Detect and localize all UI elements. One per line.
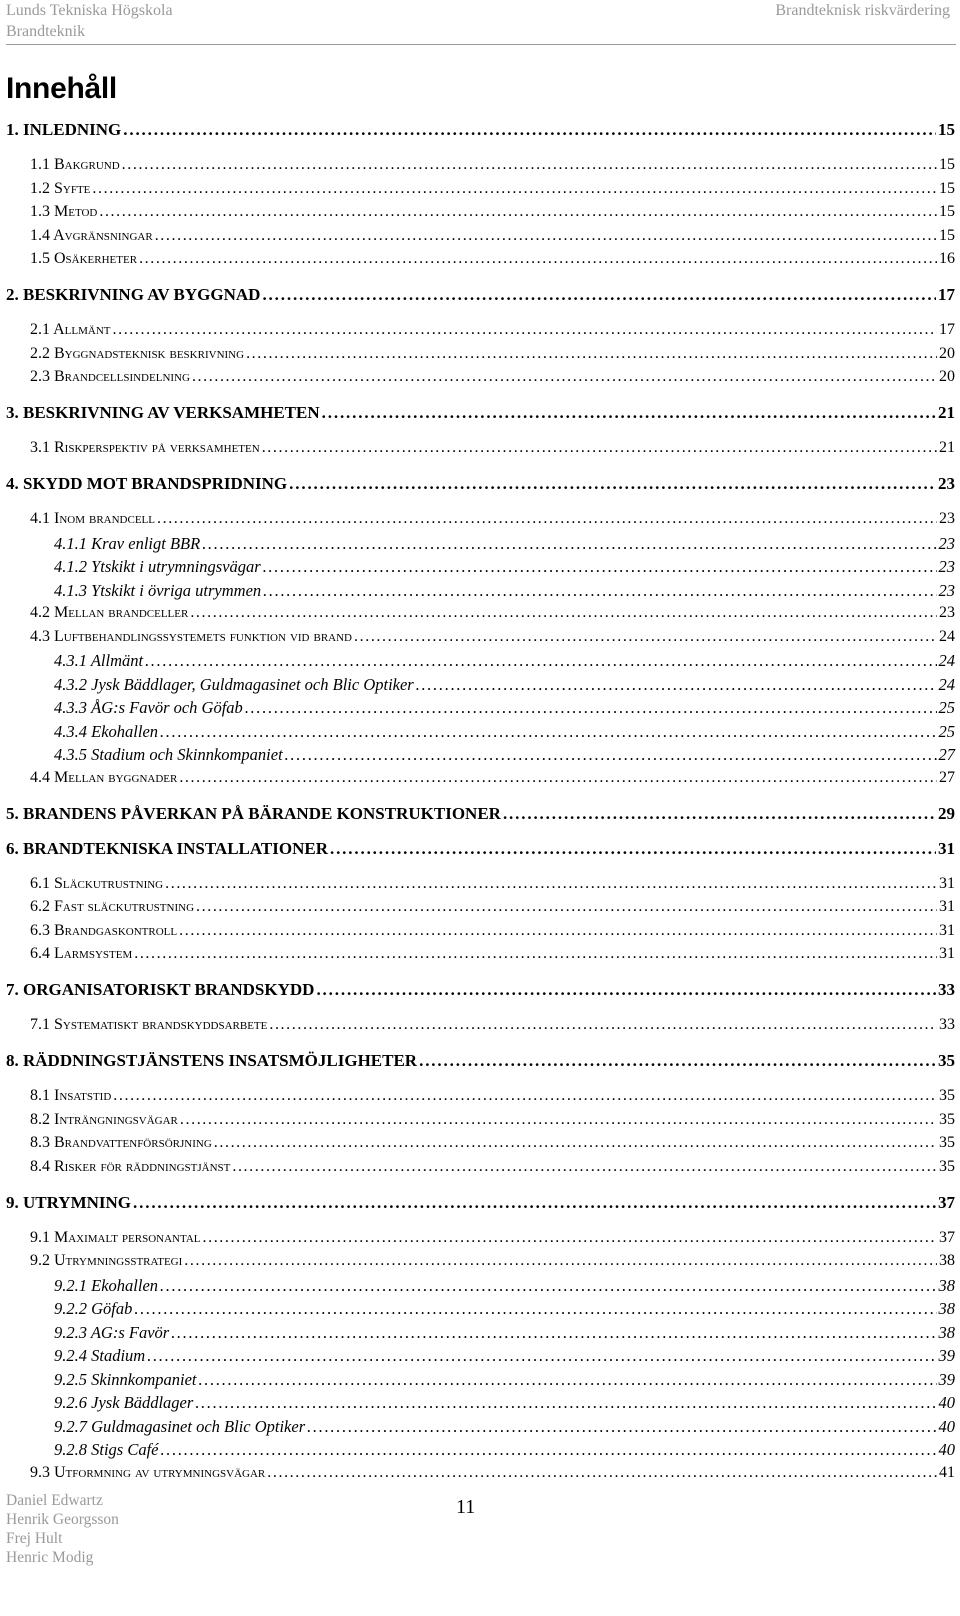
toc-dot-leader bbox=[123, 120, 936, 140]
toc-dot-leader bbox=[192, 368, 937, 386]
toc-entry-title: 6.4 Larmsystem bbox=[30, 945, 133, 962]
toc-entry-title: 9.1 Maximalt personantal bbox=[30, 1228, 201, 1246]
toc-entry-page: 21 bbox=[938, 403, 955, 422]
toc-dot-leader bbox=[113, 1087, 937, 1105]
toc-entry-title: 7.1 Systematiskt brandskyddsarbete bbox=[30, 1016, 268, 1033]
toc-dot-leader bbox=[330, 839, 936, 859]
toc-dot-leader bbox=[269, 1016, 937, 1034]
toc-entry-title: 6.2 Fast släckutrustning bbox=[30, 898, 195, 915]
toc-entry[interactable] bbox=[54, 698, 955, 718]
footer-author: Frej Hult bbox=[6, 1530, 63, 1547]
toc-dot-leader bbox=[196, 898, 937, 916]
toc-entry[interactable] bbox=[30, 227, 955, 245]
toc-entry-page: 37 bbox=[939, 1228, 955, 1246]
toc-entry[interactable] bbox=[30, 1464, 955, 1482]
toc-entry-title: 3.1 Riskperspektiv på verksamheten bbox=[30, 439, 260, 456]
toc-entry-title: 9.2.5 Skinnkompaniet bbox=[54, 1369, 197, 1389]
page-number: 11 bbox=[456, 1496, 476, 1518]
toc-entry[interactable] bbox=[30, 368, 955, 386]
toc-entry-title: 4.3.4 Ekohallen bbox=[54, 721, 159, 741]
toc-entry-page: 31 bbox=[939, 898, 955, 915]
toc-entry[interactable] bbox=[54, 1370, 955, 1390]
toc-dot-leader bbox=[134, 945, 937, 963]
toc-dot-leader bbox=[145, 651, 936, 671]
toc-dot-leader bbox=[246, 345, 937, 363]
page-header bbox=[0, 0, 960, 46]
toc-entry-title: 1. INLEDNING bbox=[6, 120, 122, 139]
toc-dot-leader bbox=[267, 1464, 937, 1482]
toc-dot-leader bbox=[133, 1193, 936, 1213]
header-document-title: Brandteknisk riskvärdering bbox=[775, 2, 950, 19]
toc-entry-page: 16 bbox=[939, 250, 955, 267]
toc-entry-page: 20 bbox=[939, 368, 955, 385]
toc-entry[interactable] bbox=[30, 321, 955, 339]
toc-entry[interactable] bbox=[30, 898, 955, 916]
page-title: Innehåll bbox=[6, 72, 117, 105]
toc-entry-page: 39 bbox=[938, 1369, 955, 1389]
toc-entry[interactable] bbox=[54, 722, 955, 742]
footer-author: Henrik Georgsson bbox=[6, 1511, 119, 1528]
toc-entry[interactable] bbox=[30, 345, 955, 363]
toc-entry-title: 2. BESKRIVNING AV BYGGNAD bbox=[6, 285, 261, 304]
toc-dot-leader bbox=[134, 1299, 936, 1319]
toc-entry-title: 4. SKYDD MOT BRANDSPRIDNING bbox=[6, 474, 288, 493]
toc-entry[interactable] bbox=[54, 1346, 955, 1366]
toc-dot-leader bbox=[316, 980, 936, 1000]
toc-entry-page: 31 bbox=[938, 838, 955, 858]
toc-entry-page: 31 bbox=[939, 945, 955, 962]
toc-entry[interactable] bbox=[30, 203, 955, 221]
toc-entry-title: 3. BESKRIVNING AV VERKSAMHETEN bbox=[6, 403, 320, 422]
toc-entry-title: 9.2.6 Jysk Bäddlager bbox=[54, 1393, 194, 1412]
toc-entry[interactable] bbox=[30, 945, 955, 963]
toc-entry-page: 15 bbox=[938, 120, 955, 139]
toc-entry[interactable] bbox=[30, 439, 955, 457]
toc-entry-title: 8.4 Risker för räddningstjänst bbox=[30, 1157, 231, 1175]
toc-entry-page: 38 bbox=[938, 1322, 955, 1342]
toc-entry[interactable] bbox=[54, 1323, 955, 1343]
toc-entry[interactable] bbox=[54, 1440, 955, 1460]
toc-entry-title: 4.4 Mellan byggnader bbox=[30, 768, 178, 786]
toc-entry[interactable] bbox=[6, 120, 955, 140]
toc-entry-title: 1.5 Osäkerheter bbox=[30, 250, 138, 267]
toc-entry-title: 6.3 Brandgaskontroll bbox=[30, 921, 178, 939]
toc-entry-title: 2.2 Byggnadsteknisk beskrivning bbox=[30, 344, 245, 362]
toc-dot-leader bbox=[232, 1158, 937, 1176]
toc-entry-title: 1.4 Avgränsningar bbox=[30, 226, 153, 244]
toc-entry[interactable] bbox=[30, 1229, 955, 1247]
toc-entry-page: 15 bbox=[939, 226, 955, 244]
toc-entry-title: 4.1.2 Ytskikt i utrymningsvägar bbox=[54, 557, 261, 576]
toc-entry-title: 8.3 Brandvattenförsörjning bbox=[30, 1134, 212, 1151]
toc-entry-title: 8. RÄDDNINGSTJÄNSTENS INSATSMÖJLIGHETER bbox=[6, 1051, 418, 1070]
toc-entry-page: 31 bbox=[939, 921, 955, 939]
toc-entry[interactable] bbox=[54, 581, 955, 601]
toc-entry-title: 9.2.3 AG:s Favör bbox=[54, 1322, 170, 1342]
toc-entry[interactable] bbox=[6, 285, 955, 305]
toc-entry-page: 23 bbox=[938, 557, 955, 576]
toc-entry-page: 17 bbox=[938, 285, 955, 304]
toc-dot-leader bbox=[190, 604, 937, 622]
toc-entry-page: 23 bbox=[939, 604, 955, 621]
toc-dot-leader bbox=[307, 1417, 936, 1437]
toc-entry[interactable] bbox=[54, 534, 955, 554]
toc-dot-leader bbox=[503, 804, 936, 824]
toc-entry-title: 1.1 Bakgrund bbox=[30, 156, 120, 173]
toc-entry-page: 41 bbox=[939, 1463, 955, 1481]
toc-dot-leader bbox=[203, 1229, 938, 1247]
toc-entry-title: 9.2.8 Stigs Café bbox=[54, 1440, 159, 1459]
toc-entry[interactable] bbox=[6, 474, 955, 494]
toc-dot-leader bbox=[416, 675, 937, 695]
toc-entry-page: 23 bbox=[938, 474, 955, 493]
toc-entry[interactable] bbox=[54, 1276, 955, 1296]
toc-entry-title: 4.1.3 Ytskikt i övriga utrymmen bbox=[54, 580, 262, 600]
toc-entry[interactable] bbox=[6, 1051, 955, 1071]
toc-entry[interactable] bbox=[54, 745, 955, 765]
toc-entry-title: 4.3.3 ÅG:s Favör och Göfab bbox=[54, 698, 243, 717]
toc-entry[interactable] bbox=[6, 804, 955, 824]
toc-entry-title: 2.1 Allmänt bbox=[30, 321, 111, 338]
toc-dot-leader bbox=[245, 698, 937, 718]
toc-entry-page: 29 bbox=[938, 803, 955, 823]
toc-dot-leader bbox=[180, 1111, 937, 1129]
toc-entry[interactable] bbox=[30, 922, 955, 940]
toc-dot-leader bbox=[199, 1370, 937, 1390]
footer-author: Daniel Edwartz bbox=[6, 1492, 103, 1509]
toc-entry[interactable] bbox=[30, 250, 955, 268]
toc-entry[interactable] bbox=[54, 1393, 955, 1413]
toc-entry[interactable] bbox=[30, 180, 955, 198]
toc-entry-title: 4.1 Inom brandcell bbox=[30, 510, 155, 527]
toc-entry-page: 38 bbox=[938, 1299, 955, 1318]
toc-dot-leader bbox=[285, 745, 937, 765]
toc-entry[interactable] bbox=[6, 839, 955, 859]
toc-entry[interactable] bbox=[6, 403, 955, 423]
toc-dot-leader bbox=[179, 769, 937, 787]
toc-dot-leader bbox=[99, 203, 937, 221]
header-department: Brandteknik bbox=[6, 23, 86, 40]
toc-dot-leader bbox=[92, 180, 937, 198]
header-left bbox=[6, 0, 173, 42]
toc-dot-leader bbox=[263, 557, 937, 577]
toc-entry-page: 40 bbox=[938, 1393, 955, 1412]
toc-entry-title: 5. BRANDENS PÅVERKAN PÅ BÄRANDE KONSTRUKTIONER bbox=[6, 803, 501, 823]
toc-dot-leader bbox=[262, 285, 936, 305]
toc-entry-title: 4.3.1 Allmänt bbox=[54, 651, 144, 670]
toc-entry-page: 33 bbox=[938, 980, 955, 999]
toc-dot-leader bbox=[113, 321, 938, 339]
toc-entry-title: 1.2 Syfte bbox=[30, 179, 91, 197]
toc-entry[interactable] bbox=[30, 628, 955, 646]
toc-entry[interactable] bbox=[30, 604, 955, 622]
toc-entry-title: 1.3 Metod bbox=[30, 203, 98, 220]
toc-dot-leader bbox=[139, 250, 937, 268]
toc-entry[interactable] bbox=[30, 1252, 955, 1270]
toc-entry-page: 27 bbox=[938, 745, 955, 764]
header-institution: Lunds Tekniska Högskola bbox=[6, 2, 173, 19]
toc-entry-title: 9.2.4 Stadium bbox=[54, 1346, 146, 1365]
toc-entry-page: 35 bbox=[939, 1110, 955, 1128]
toc-entry-title: 9. UTRYMNING bbox=[6, 1192, 132, 1212]
toc-dot-leader bbox=[171, 1323, 936, 1343]
toc-entry-page: 15 bbox=[939, 156, 955, 173]
toc-dot-leader bbox=[179, 922, 937, 940]
toc-entry[interactable] bbox=[30, 1016, 955, 1034]
toc-entry-page: 15 bbox=[939, 203, 955, 220]
toc-entry[interactable] bbox=[54, 1417, 955, 1437]
toc-dot-leader bbox=[354, 628, 937, 646]
toc-entry-title: 2.3 Brandcellsindelning bbox=[30, 368, 190, 385]
toc-dot-leader bbox=[263, 581, 936, 601]
toc-entry-page: 40 bbox=[938, 1440, 955, 1459]
toc-dot-leader bbox=[160, 722, 936, 742]
toc-dot-leader bbox=[195, 1393, 936, 1413]
toc-entry-page: 17 bbox=[939, 321, 955, 338]
toc-entry[interactable] bbox=[30, 1158, 955, 1176]
toc-entry[interactable] bbox=[6, 1193, 955, 1213]
toc-entry[interactable] bbox=[30, 1134, 955, 1152]
toc-dot-leader bbox=[262, 439, 937, 457]
toc-entry-page: 15 bbox=[939, 179, 955, 197]
toc-entry[interactable] bbox=[30, 156, 955, 174]
toc-entry-page: 25 bbox=[938, 721, 955, 741]
toc-dot-leader bbox=[147, 1346, 936, 1366]
toc-entry-page: 27 bbox=[939, 768, 955, 786]
toc-entry[interactable] bbox=[54, 651, 955, 671]
toc-entry-page: 23 bbox=[938, 533, 955, 553]
toc-entry-title: 4.3.2 Jysk Bäddlager, Guldmagasinet och Blic Optiker bbox=[54, 674, 414, 694]
toc-entry[interactable] bbox=[6, 980, 955, 1000]
toc-entry[interactable] bbox=[54, 1299, 955, 1319]
toc-entry-page: 39 bbox=[938, 1346, 955, 1365]
toc-entry-page: 33 bbox=[939, 1016, 955, 1033]
toc-entry-page: 31 bbox=[939, 874, 955, 892]
toc-entry-title: 4.2 Mellan brandceller bbox=[30, 604, 189, 621]
toc-entry-page: 35 bbox=[938, 1051, 955, 1070]
toc-entry[interactable] bbox=[30, 1087, 955, 1105]
toc-entry-title: 6.1 Släckutrustning bbox=[30, 874, 164, 892]
toc-entry-page: 24 bbox=[939, 627, 955, 645]
toc-entry-title: 9.2.7 Guldmagasinet och Blic Optiker bbox=[54, 1416, 306, 1436]
toc-entry-page: 40 bbox=[938, 1416, 955, 1436]
toc-entry[interactable] bbox=[30, 1111, 955, 1129]
toc-dot-leader bbox=[160, 1276, 936, 1296]
toc-dot-leader bbox=[322, 403, 936, 423]
toc-entry-page: 38 bbox=[938, 1275, 955, 1295]
toc-entry-page: 35 bbox=[939, 1087, 955, 1104]
toc-entry-page: 20 bbox=[939, 344, 955, 362]
toc-dot-leader bbox=[184, 1252, 937, 1270]
toc-entry-title: 4.3.5 Stadium och Skinnkompaniet bbox=[54, 745, 283, 764]
toc-entry-title: 8.1 Insatstid bbox=[30, 1087, 112, 1104]
toc-dot-leader bbox=[165, 875, 937, 893]
toc-entry-page: 35 bbox=[939, 1134, 955, 1151]
footer-author: Henric Modig bbox=[6, 1549, 94, 1566]
toc-entry-title: 4.3 Luftbehandlingssystemets funktion vid brand bbox=[30, 627, 353, 645]
toc-dot-leader bbox=[161, 1440, 937, 1460]
toc-dot-leader bbox=[214, 1134, 937, 1152]
toc-entry-title: 9.2 Utrymningsstrategi bbox=[30, 1252, 183, 1269]
toc-dot-leader bbox=[122, 156, 937, 174]
toc-entry-page: 35 bbox=[939, 1157, 955, 1175]
toc-entry[interactable] bbox=[30, 510, 955, 528]
toc-entry-page: 24 bbox=[938, 651, 955, 670]
toc-entry-page: 37 bbox=[938, 1192, 955, 1212]
toc-entry-title: 6. BRANDTEKNISKA INSTALLATIONER bbox=[6, 838, 328, 858]
toc-entry-title: 9.3 Utformning av utrymningsvägar bbox=[30, 1463, 266, 1481]
toc-entry-page: 23 bbox=[939, 510, 955, 527]
toc-entry-page: 38 bbox=[939, 1252, 955, 1269]
toc-entry-title: 7. ORGANISATORISKT BRANDSKYDD bbox=[6, 980, 315, 999]
toc-entry-page: 21 bbox=[939, 439, 955, 456]
toc-entry[interactable] bbox=[30, 875, 955, 893]
toc-dot-leader bbox=[289, 474, 936, 494]
toc-dot-leader bbox=[202, 534, 936, 554]
toc-dot-leader bbox=[419, 1051, 936, 1071]
toc-dot-leader bbox=[155, 227, 937, 245]
toc-entry-page: 23 bbox=[938, 580, 955, 600]
toc-entry-title: 9.2.2 Göfab bbox=[54, 1299, 133, 1318]
toc-entry-page: 25 bbox=[938, 698, 955, 717]
toc-entry-title: 9.2.1 Ekohallen bbox=[54, 1275, 159, 1295]
toc-entry[interactable] bbox=[30, 769, 955, 787]
toc-entry-title: 4.1.1 Krav enligt BBR bbox=[54, 533, 201, 553]
toc-entry[interactable] bbox=[54, 675, 955, 695]
header-rule bbox=[6, 44, 956, 45]
toc-entry-title: 8.2 Inträngningsvägar bbox=[30, 1110, 178, 1128]
toc-entry[interactable] bbox=[54, 557, 955, 577]
toc-entry-page: 24 bbox=[938, 674, 955, 694]
toc-dot-leader bbox=[157, 510, 937, 528]
footer-authors bbox=[6, 1491, 119, 1567]
